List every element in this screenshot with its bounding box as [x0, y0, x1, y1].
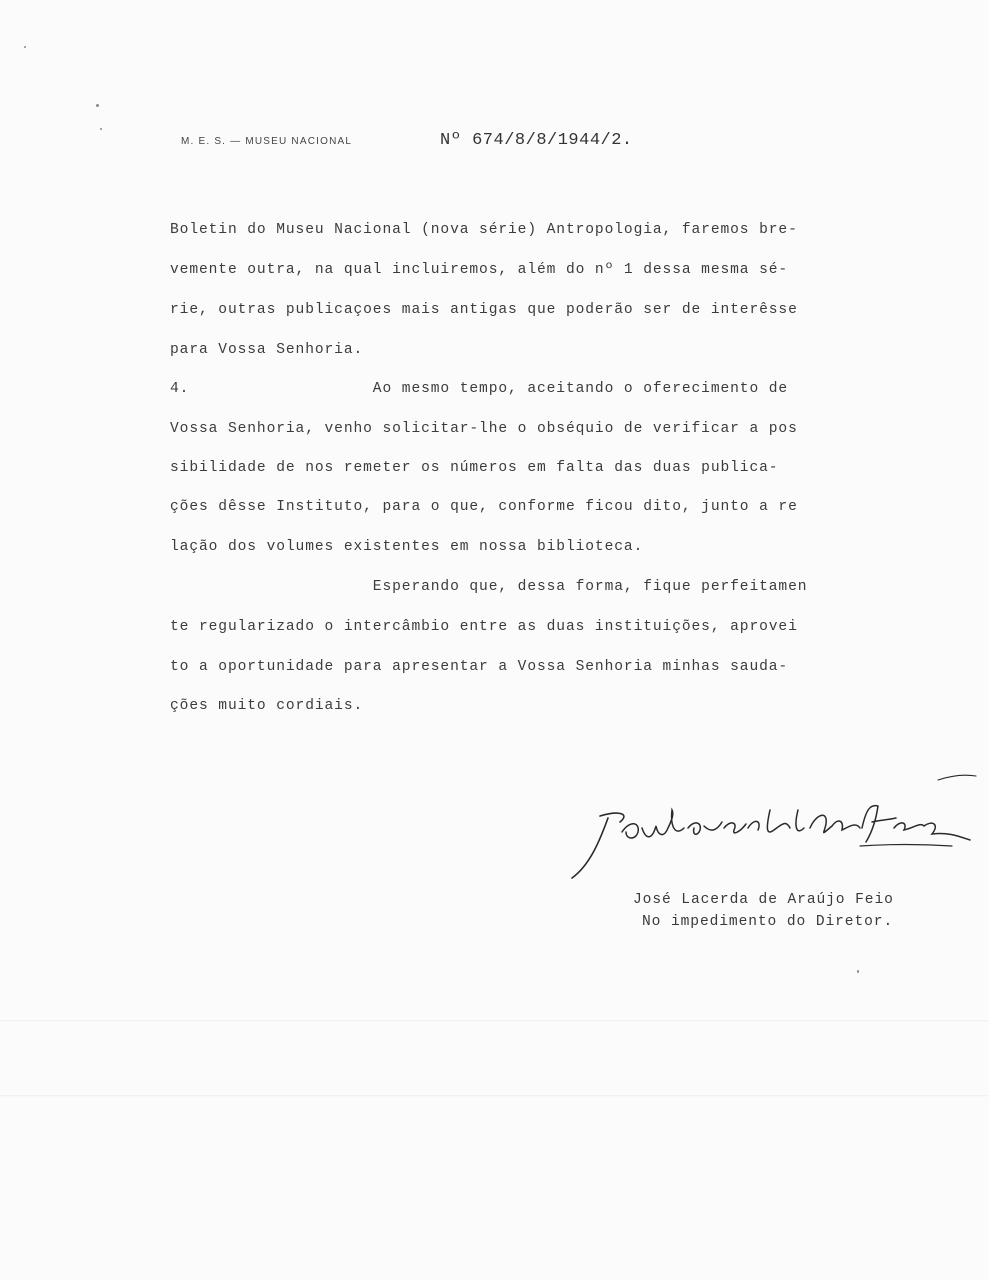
body-line: lação dos volumes existentes em nossa biblioteca. [170, 539, 644, 555]
body-line: rie, outras publicaçoes mais antigas que poderão ser de interêsse [170, 302, 798, 318]
letterhead: M. E. S. — MUSEU NACIONAL [181, 136, 353, 147]
body-line: vemente outra, na qual incluiremos, além do nº 1 dessa mesma sé- [170, 262, 789, 278]
body-line: ções dêsse Instituto, para o que, conforme ficou dito, junto a re [170, 499, 798, 515]
body-line: Vossa Senhoria, venho solicitar-lhe o obséquio de verificar a pos [170, 421, 798, 437]
paper-speck [100, 128, 102, 130]
body-line: 4. Ao mesmo tempo, aceitando o oferecimento de [170, 381, 789, 397]
body-line: para Vossa Senhoria. [170, 342, 364, 358]
handwritten-signature [560, 770, 980, 890]
body-line: to a oportunidade para apresentar a Vossa Senhoria minhas sauda- [170, 659, 789, 675]
paper-fold [0, 1095, 989, 1097]
body-line: te regularizado o intercâmbio entre as duas instituições, aprovei [170, 619, 798, 635]
signer-name: José Lacerda de Araújo Feio [633, 892, 894, 908]
body-line: Boletin do Museu Nacional (nova série) Antropologia, faremos bre- [170, 222, 798, 238]
paper-fold [0, 1020, 989, 1022]
paper-speck [96, 104, 99, 107]
paper-speck [24, 46, 26, 48]
reference-number: Nº 674/8/8/1944/2. [440, 131, 633, 150]
body-line: sibilidade de nos remeter os números em falta das duas publica- [170, 460, 779, 476]
signer-role: No impedimento do Diretor. [642, 914, 894, 930]
body-line: Esperando que, dessa forma, fique perfeitamen [170, 579, 808, 595]
paper-speck [857, 970, 859, 973]
body-line: ções muito cordiais. [170, 698, 364, 714]
